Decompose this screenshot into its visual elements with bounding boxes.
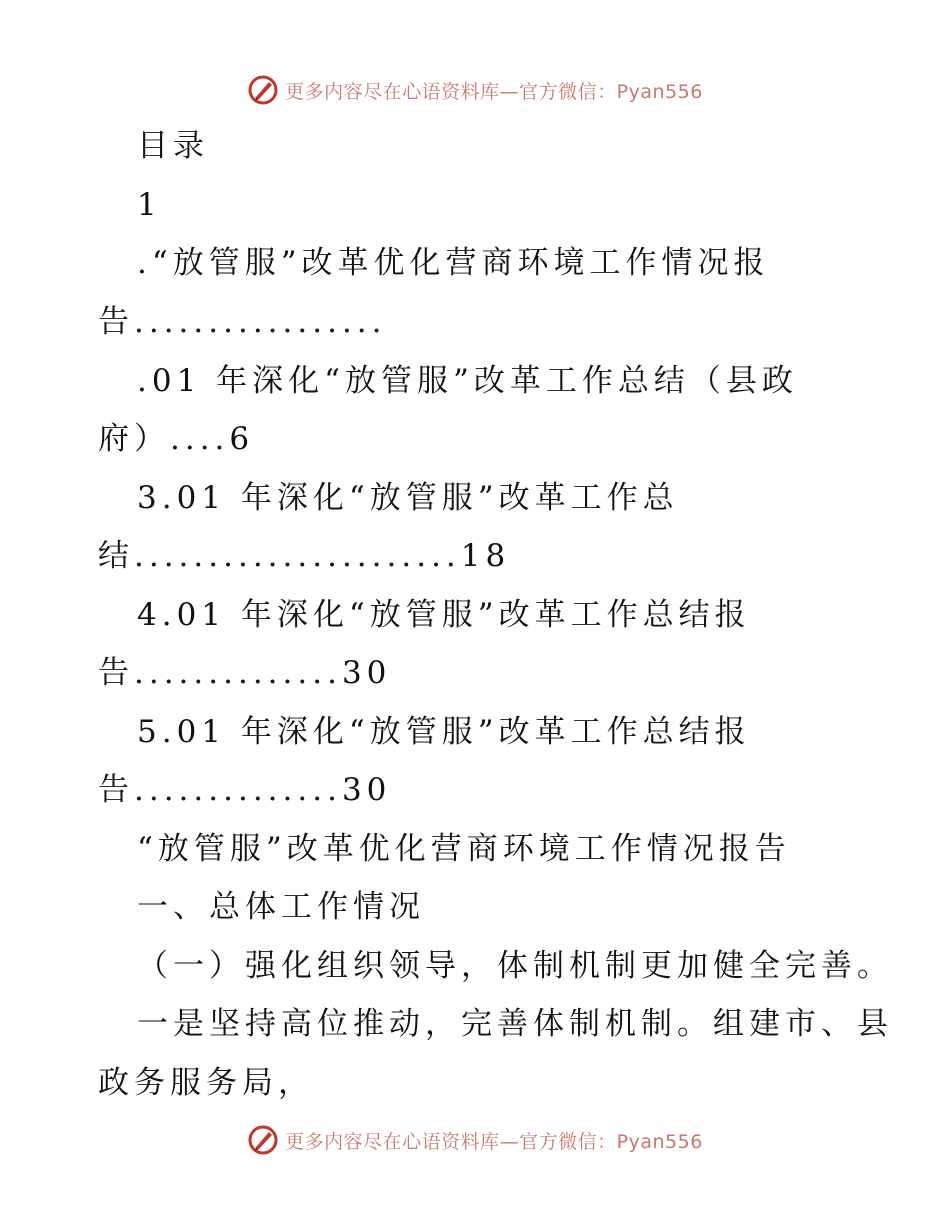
- toc-entry-4-cont: 告..............30: [98, 655, 392, 691]
- toc-entry-5-cont: 告..............30: [98, 772, 392, 808]
- watermark-footer: [0, 1120, 950, 1160]
- toc-entry-5: 5.01 年深化“放管服”改革工作总结报: [137, 714, 751, 750]
- toc-entry-2-cont: 府）....6: [98, 421, 255, 457]
- toc-number: 1: [137, 187, 162, 223]
- heading-level-2: （一）强化组织领导，体制机制更加健全完善。: [137, 948, 893, 984]
- toc-entry-2: .01 年深化“放管服”改革工作总结（县政: [137, 363, 798, 399]
- paragraph-line-1: 一是坚持高位推动，完善体制机制。组建市、县: [137, 1006, 893, 1042]
- toc-entry-1-cont: 告.................: [98, 304, 387, 340]
- toc-title: 目录: [137, 128, 209, 164]
- watermark-text: 更多内容尽在心语资料库—官方微信：Pyan556: [285, 1130, 703, 1153]
- toc-entry-3: 3.01 年深化“放管服”改革工作总: [137, 480, 679, 516]
- watermark-header: [0, 70, 950, 110]
- section-title: “放管服”改革优化营商环境工作情况报告: [137, 831, 791, 867]
- pen-logo-icon: [247, 74, 279, 106]
- toc-entry-1: .“放管服”改革优化营商环境工作情况报: [137, 245, 770, 281]
- paragraph-line-2: 政务服务局，: [98, 1065, 314, 1101]
- watermark-text: 更多内容尽在心语资料库—官方微信：Pyan556: [285, 80, 703, 103]
- toc-entry-4: 4.01 年深化“放管服”改革工作总结报: [137, 597, 751, 633]
- pen-logo-icon: [247, 1124, 279, 1156]
- heading-level-1: 一、总体工作情况: [137, 889, 425, 925]
- toc-entry-3-cont: 结......................18: [98, 538, 511, 574]
